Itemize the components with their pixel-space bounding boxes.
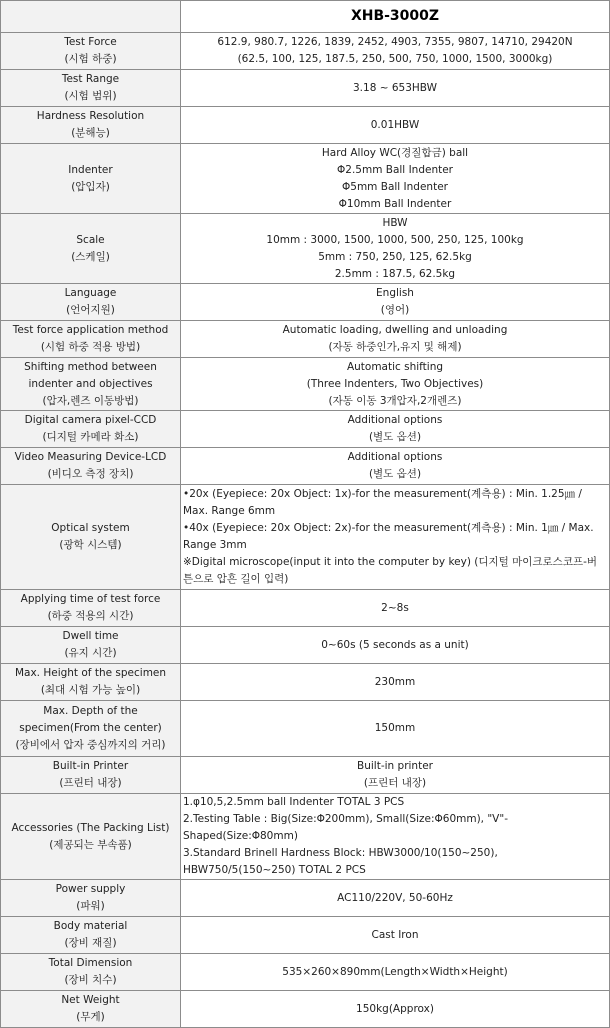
spec-row xyxy=(1,107,610,144)
spec-label-ko: (압입자) xyxy=(71,180,110,193)
spec-value-line: 10mm : 3000, 1500, 1000, 500, 250, 125, 100kg xyxy=(266,233,524,246)
spec-value-cell xyxy=(181,590,610,627)
spec-label-en: Power supply xyxy=(55,883,126,895)
spec-value-line: Automatic loading, dwelling and unloading xyxy=(282,324,508,336)
spec-value-cell xyxy=(181,954,610,991)
spec-row xyxy=(1,590,610,627)
spec-label-cell xyxy=(1,664,181,701)
spec-value-cell xyxy=(181,627,610,664)
spec-label-ko: (제공되는 부속품) xyxy=(49,838,132,851)
spec-label-cell xyxy=(1,794,181,880)
spec-value-line: 3.18 ~ 653HBW xyxy=(353,81,437,94)
spec-row xyxy=(1,917,610,954)
spec-label-cell xyxy=(1,954,181,991)
spec-label-en: Dwell time xyxy=(62,630,119,642)
spec-row xyxy=(1,214,610,284)
spec-value-cell xyxy=(181,33,610,70)
spec-label-ko: (언어지원) xyxy=(66,304,115,316)
spec-label-en: Optical system xyxy=(51,522,130,534)
spec-label-en: Hardness Resolution xyxy=(36,110,145,122)
spec-row xyxy=(1,448,610,485)
spec-value-cell xyxy=(181,144,610,214)
spec-label-en: Digital camera pixel-CCD xyxy=(24,414,157,426)
spec-value-line: 2.5mm : 187.5, 62.5kg xyxy=(334,267,456,280)
spec-value-line: Additional options xyxy=(347,414,443,426)
spec-label-ko: (압자,렌즈 이동방법) xyxy=(42,394,139,407)
spec-label-ko: (장비 재질) xyxy=(64,937,117,949)
spec-value-line: Automatic shifting xyxy=(346,360,444,373)
spec-label-en: Shifting method between indenter and objectives xyxy=(24,360,157,390)
spec-label-en: Language xyxy=(64,287,117,299)
spec-value-line: AC110/220V, 50-60Hz xyxy=(337,891,453,904)
spec-label-cell xyxy=(1,590,181,627)
spec-label-cell xyxy=(1,411,181,448)
spec-value-cell xyxy=(181,358,610,411)
spec-value-line: Φ10mm Ball Indenter xyxy=(338,197,452,210)
spec-value-cell xyxy=(181,757,610,794)
spec-value-line: 535×260×890mm(Length×Width×Height) xyxy=(282,965,508,978)
spec-label-en: Total Dimension xyxy=(48,957,133,969)
spec-value-line: Φ5mm Ball Indenter xyxy=(342,180,448,193)
spec-label-en: Body material xyxy=(53,920,128,932)
spec-row xyxy=(1,794,610,880)
spec-value-cell xyxy=(181,448,610,485)
spec-label-en: Video Measuring Device-LCD xyxy=(14,451,167,463)
spec-label-ko: (분해능) xyxy=(71,127,110,139)
spec-label-ko: (스케일) xyxy=(71,250,110,263)
spec-label-cell xyxy=(1,358,181,411)
spec-label-ko: (비디오 측정 장치) xyxy=(47,468,134,480)
spec-row xyxy=(1,701,610,757)
spec-row xyxy=(1,954,610,991)
spec-row xyxy=(1,411,610,448)
spec-value-line: (프린터 내장) xyxy=(363,777,427,789)
spec-row xyxy=(1,284,610,321)
spec-label-en: Accessories (The Packing List) xyxy=(11,821,170,834)
spec-label-ko: (시험 하중 적용 방법) xyxy=(40,341,141,353)
spec-label-cell xyxy=(1,33,181,70)
spec-value-line: 612.9, 980.7, 1226, 1839, 2452, 4903, 7355, 9807, 14710, 29420N xyxy=(217,36,573,48)
spec-label-en: Max. Height of the specimen xyxy=(14,667,167,679)
spec-value-line: •40x (Eyepiece: 20x Object: 2x)-for the measurement(계측용) : Min. 1㎛ / Max. Range 3mm xyxy=(183,522,594,551)
spec-value-line: 5mm : 750, 250, 125, 62.5kg xyxy=(318,250,472,263)
spec-label-en: Applying time of test force xyxy=(20,593,161,605)
spec-value-cell xyxy=(181,794,610,880)
spec-label-cell xyxy=(1,701,181,757)
spec-value-cell xyxy=(181,214,610,284)
spec-label-ko: (유지 시간) xyxy=(64,647,117,659)
spec-value-cell xyxy=(181,880,610,917)
header-blank-cell xyxy=(1,1,181,33)
spec-value-line: 1.φ10,5,2.5mm ball Indenter TOTAL 3 PCS xyxy=(183,796,405,808)
spec-label-ko: (파워) xyxy=(76,900,105,912)
spec-label-cell xyxy=(1,917,181,954)
spec-value-line: 0.01HBW xyxy=(370,118,420,131)
spec-label-cell xyxy=(1,70,181,107)
spec-row xyxy=(1,33,610,70)
spec-label-en: Scale xyxy=(76,233,105,246)
spec-value-line: English xyxy=(376,287,414,299)
spec-value-line: 2~8s xyxy=(381,601,409,614)
spec-label-en: Test Range xyxy=(61,73,120,85)
spec-label-cell xyxy=(1,284,181,321)
spec-value-cell xyxy=(181,991,610,1028)
spec-value-line: (자동 하중인가,유지 및 해제) xyxy=(328,341,462,353)
spec-value-line: (62.5, 100, 125, 187.5, 250, 500, 750, 1000, 1500, 3000kg) xyxy=(237,53,553,65)
spec-label-cell xyxy=(1,144,181,214)
spec-label-en: Net Weight xyxy=(61,994,120,1006)
spec-row xyxy=(1,991,610,1028)
spec-label-cell xyxy=(1,880,181,917)
spec-row xyxy=(1,880,610,917)
spec-label-cell xyxy=(1,107,181,144)
spec-label-ko: (하중 적용의 시간) xyxy=(47,610,134,622)
spec-value-line: HBW xyxy=(382,216,408,229)
spec-value-line: Hard Alloy WC(경질합금) ball xyxy=(321,146,469,159)
spec-label-ko: (디지털 카메라 화소) xyxy=(42,431,139,443)
model-title: XHB-3000Z xyxy=(181,1,610,33)
spec-label-ko: (최대 시험 가능 높이) xyxy=(40,684,141,696)
spec-row xyxy=(1,144,610,214)
spec-value-line: 3.Standard Brinell Hardness Block: HBW3000/10(150~250), HBW750/5(150~250) TOTAL 2 PCS xyxy=(183,847,498,876)
spec-value-line: 0~60s (5 seconds as a unit) xyxy=(321,638,469,651)
spec-value-line: Cast Iron xyxy=(371,928,419,941)
spec-label-ko: (시험 하중) xyxy=(64,53,117,65)
spec-label-en: Built-in Printer xyxy=(52,760,129,772)
spec-label-cell xyxy=(1,627,181,664)
spec-label-ko: (장비에서 압자 중심까지의 거리) xyxy=(15,739,166,751)
spec-label-ko: (광학 시스템) xyxy=(59,539,122,551)
spec-value-line: Additional options xyxy=(347,451,443,463)
spec-label-ko: (프린터 내장) xyxy=(59,777,122,789)
spec-label-cell xyxy=(1,757,181,794)
spec-value-cell xyxy=(181,411,610,448)
spec-value-line: 2.Testing Table : Big(Size:Φ200mm), Small(Size:Φ60mm), "V"-Shaped(Size:Φ80mm) xyxy=(183,813,508,842)
spec-value-cell xyxy=(181,107,610,144)
spec-row xyxy=(1,321,610,358)
spec-label-cell xyxy=(1,321,181,358)
spec-value-cell xyxy=(181,485,610,590)
spec-row xyxy=(1,627,610,664)
spec-value-cell xyxy=(181,321,610,358)
spec-label-en: Test Force xyxy=(64,36,117,48)
spec-row xyxy=(1,70,610,107)
spec-row xyxy=(1,664,610,701)
spec-value-line: (영어) xyxy=(380,304,410,316)
spec-value-line: 150mm xyxy=(374,722,416,734)
spec-value-line: 230mm xyxy=(374,675,416,688)
spec-label-ko: (장비 치수) xyxy=(64,974,117,986)
spec-value-cell xyxy=(181,70,610,107)
spec-label-cell xyxy=(1,485,181,590)
spec-value-line: (별도 옵션) xyxy=(368,431,422,443)
spec-row xyxy=(1,757,610,794)
spec-label-cell xyxy=(1,214,181,284)
spec-value-line: (Three Indenters, Two Objectives) xyxy=(306,377,484,390)
spec-row xyxy=(1,485,610,590)
header-row xyxy=(1,1,610,33)
spec-label-en: Test force application method xyxy=(12,324,169,336)
spec-label-en: Max. Depth of the specimen(From the center) xyxy=(19,705,162,734)
spec-value-cell xyxy=(181,284,610,321)
spec-label-cell xyxy=(1,991,181,1028)
spec-label-en: Indenter xyxy=(68,163,113,176)
spec-row xyxy=(1,358,610,411)
spec-value-line: (자동 이동 3개압자,2개렌즈) xyxy=(328,394,462,407)
spec-value-line: Built-in printer xyxy=(357,760,433,772)
spec-body xyxy=(1,33,610,1028)
spec-value-cell xyxy=(181,701,610,757)
spec-value-line: (별도 옵션) xyxy=(368,468,422,480)
spec-value-line: •20x (Eyepiece: 20x Object: 1x)-for the measurement(계측용) : Min. 1.25㎛ / Max. Range 6mm xyxy=(183,488,582,517)
spec-value-line: Φ2.5mm Ball Indenter xyxy=(337,163,453,176)
spec-value-cell xyxy=(181,664,610,701)
spec-value-line: ※Digital microscope(input it into the computer by key) (디지털 마이크로스코프-버튼으로 압흔 길이 입력) xyxy=(183,556,598,585)
spec-label-ko: (시험 범위) xyxy=(64,90,117,102)
spec-label-ko: (무게) xyxy=(76,1011,105,1023)
spec-label-cell xyxy=(1,448,181,485)
spec-value-cell xyxy=(181,917,610,954)
spec-value-line: 150kg(Approx) xyxy=(356,1002,434,1015)
